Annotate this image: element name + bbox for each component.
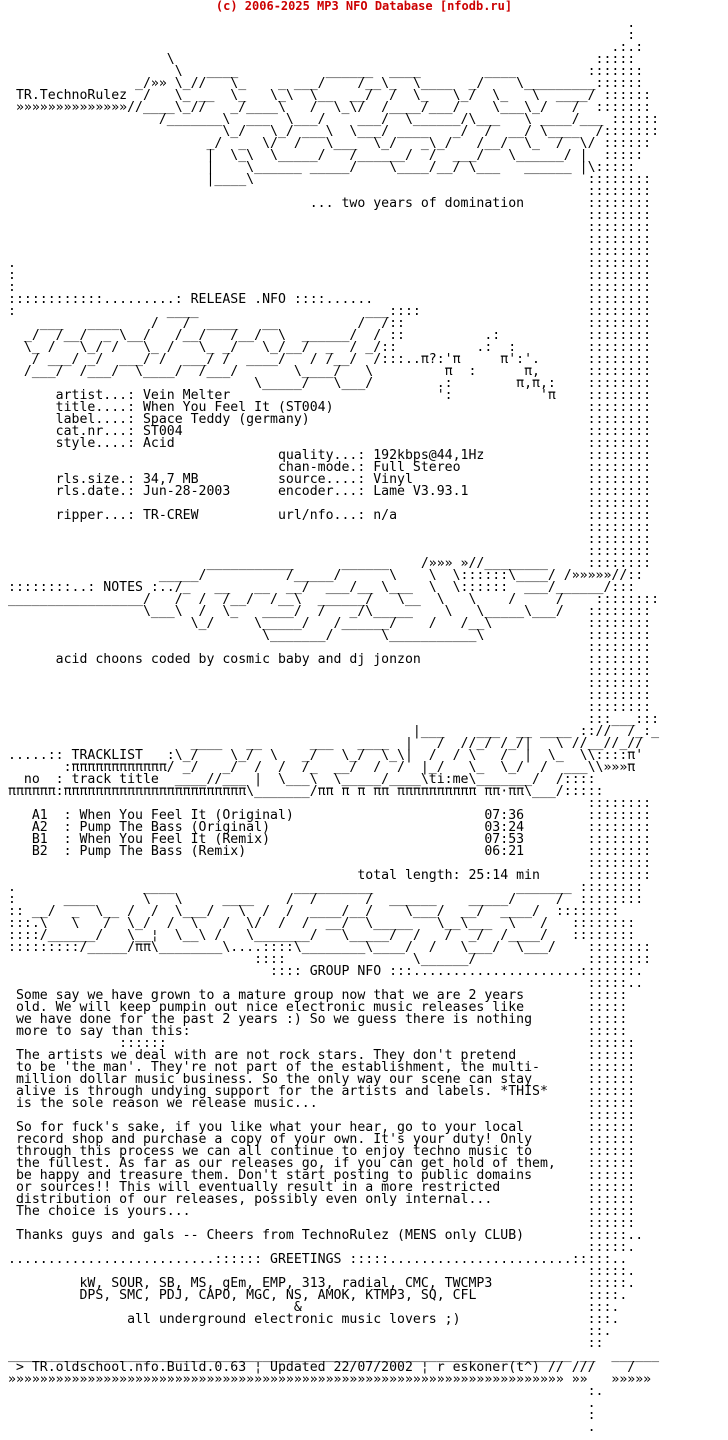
nfo-line: all underground electronic music lovers ;) :::. (8, 1312, 620, 1327)
nfo-line: _/»» \_// \_ _ ___/ /__\_ \____ _/ \_________:::::: (8, 76, 644, 91)
nfo-line: :. (8, 1384, 604, 1399)
nfo-line: :::::: (8, 1216, 636, 1231)
nfo-line: more to say than this: ::::: (8, 1024, 628, 1039)
nfo-line: »»»»»»»»»»»»»»//____\_// _/____\ / \_\/ /____/___/ \___\_/ / ::::::: (8, 100, 652, 115)
nfo-line: :::::.. (8, 976, 644, 991)
nfo-line: \_____/ \___/ .: π,π,: :::::::: (8, 376, 652, 391)
nfo-line: :::::::: (8, 244, 652, 259)
nfo-line: total length: 25:14 min :::::::: (8, 868, 652, 883)
nfo-line: : (8, 28, 636, 43)
nfo-line: . (8, 1420, 596, 1435)
nfo-line: . :::::::: (8, 256, 652, 271)
nfo-line: record shop and purchase a copy of your own. It's your duty! Only :::::: (8, 1132, 636, 1147)
nfo-line: _/ /__/ _ \__/ /__/ /__/ \ ______/ / :: .: :::::::: (8, 328, 652, 343)
nfo-line: _______________________________________________________________________ __ ______ (8, 1348, 660, 1363)
nfo-line: :::::::: (8, 856, 652, 871)
nfo-line: :::::::: (8, 544, 652, 559)
nfo-line: rls.date.: Jun-28-2003 encoder...: Lame V3.93.1 :::::::: (8, 484, 652, 499)
nfo-line: cat.nr...: ST004 :::::::: (8, 424, 652, 439)
nfo-line: ::::/______/ \__¦ \__\ / \_______/ \_____/ / / _/ /____/ :::::::: (8, 928, 636, 943)
nfo-line: : (8, 1408, 596, 1423)
nfo-line: title....: When You Feel It (ST004) :::::::: (8, 400, 652, 415)
nfo-line: ___ ____ / / ____ __ / /:: :::::::: (8, 316, 652, 331)
nfo-line: . (8, 1396, 596, 1411)
nfo-line: So for fuck's sake, if you like what your hear, go to your local :::::: (8, 1120, 636, 1135)
nfo-text (8, 18, 659, 1434)
nfo-line: . ____ __________ _______ :::::::: (8, 880, 644, 895)
nfo-line: The choice is yours... :::::: (8, 1204, 636, 1219)
nfo-line: ripper...: TR-CREW url/nfo...: n/a :::::::: (8, 508, 652, 523)
nfo-line: :::: GROUP NFO :::.....................:::::::. (8, 964, 644, 979)
nfo-line: style....: Acid :::::::: (8, 436, 652, 451)
nfo-line: :::::::: (8, 796, 652, 811)
nfo-line: \_/ \_____/ /______/ / /__\ :::::::: (8, 616, 652, 631)
nfo-line: \_/ \_/ ___\ \___/ ____ _/ / __/ \____ /::::::: (8, 124, 660, 139)
nfo-line: :::::::: (8, 664, 652, 679)
nfo-line: B2 : Pump The Bass (Remix) 06:21 :::::::: (8, 844, 652, 859)
nfo-line: .....:: TRACKLIST :\_/ \_/ \ _/ \_/ \_\| / / \ / | \_ \\::::π' (8, 748, 644, 763)
nfo-line: /___/ /___/ \____/ /___/ \____/ \ π : π, :::::::: (8, 364, 652, 379)
nfo-line: B1 : When You Feel It (Remix) 07:53 :::::::: (8, 832, 652, 847)
nfo-line: /_______\ ___ \___/ ___/ \______/\___ \ ____/___ :::::: (8, 112, 660, 127)
nfo-line: |____\ :::::::: (8, 172, 652, 187)
nfo-line: :::::::: (8, 688, 652, 703)
nfo-line: no : track title ____//___ | \___\ \_____/____\ti:me\_______/ /:::: (8, 772, 596, 787)
nfo-line: :::::. (8, 1240, 636, 1255)
nfo-line: : ____ \ \ ____ / / / ______ _____/ / :::::::: (8, 892, 644, 907)
nfo-line: . (8, 16, 636, 31)
nfo-line: be happy and treasure them. Don't start posting to public domains :::::: (8, 1168, 636, 1183)
nfo-line: :::::::: (8, 184, 652, 199)
nfo-line: ..........................:::::: GREETINGS :::::.......................:::::.. (8, 1252, 628, 1267)
nfo-line: :::::::: (8, 208, 652, 223)
nfo-line: |___ ___ __ ____ ::// /_:_ (8, 724, 660, 739)
nfo-line: \ ____ ______ ____ ____ ::::::: (8, 64, 644, 79)
nfo-line: \ ::::: (8, 52, 636, 67)
nfo-line: DPS, SMC, PDJ, CAPO, MGC, NS, AMOK, KTMP3, SQ, CFL ::::. (8, 1288, 628, 1303)
nfo-line: old. We will keep pumpin out nice electronic music releases like ::::: (8, 1000, 628, 1015)
nfo-line: acid choons coded by cosmic baby and dj jonzon :::::::: (8, 652, 652, 667)
nfo-line: :::::::: (8, 520, 652, 535)
nfo-line: the fullest. As far as our releases go, if you can get hold of them, :::::: (8, 1156, 636, 1171)
nfo-line: :::::::: (8, 496, 652, 511)
nfo-line: ::::::::..: NOTES :../_ __ __ __/ ___/__ \___ \ \:::::: ___/______/::: (8, 580, 636, 595)
nfo-line: _/ _ \/ / \___ \_/ _\_/ /__/ \_ / \/ :::::: (8, 136, 652, 151)
nfo-line: \_______/ \___________\ :::::::: (8, 628, 652, 643)
nfo-line: to be 'the man'. They're not part of the establishment, the multi- :::::: (8, 1060, 636, 1075)
nfo-line: A1 : When You Feel It (Original) 07:36 :::::::: (8, 808, 652, 823)
nfo-line: :::::::: (8, 700, 652, 715)
nfo-line: : :::::::: (8, 268, 652, 283)
nfo-line: | \______ _____/ \____/__/ \___ ______ |\::::: (8, 160, 636, 175)
nfo-line: label....: Space Teddy (germany) :::::::: (8, 412, 652, 427)
nfo-line: Thanks guys and gals -- Cheers from TechnoRulez (MENS only CLUB) :::::.. (8, 1228, 644, 1243)
nfo-line: chan-mode.: Full Stereo :::::::: (8, 460, 652, 475)
nfo-line: :::: \______/ :::::::: (8, 952, 652, 967)
nfo-line: »»»»»»»»»»»»»»»»»»»»»»»»»»»»»»»»»»»»»»»»»»»»»»»»»»»»»»»»»»»»»»»»»»»»»» »» »»»»» (8, 1372, 652, 1387)
nfo-line: distribution of our releases, possibly even only internal... :::::: (8, 1192, 636, 1207)
nfo-line: :::.\ \ / \_/ / \ / \/ / / __/ \_____ \__\___ \ / :::::::: (8, 916, 636, 931)
nfo-line: or sources!! This will eventually result in a more restricted :::::: (8, 1180, 636, 1195)
nfo-line: :::::. (8, 1264, 636, 1279)
nfo-line: \_ / \_/ / \_ / \_ _/ \_/__/ _ / _/:: .: : :::::::: (8, 340, 652, 355)
nfo-line: :::::::: (8, 232, 652, 247)
nfo-line: & :::. (8, 1300, 620, 1315)
nfo-line: :::::::::/_____/ππ\________\....::::\________\____/ / \___/ \___/ :::::::: (8, 940, 652, 955)
nfo-line: :: __/ _ \__ / / \___/ \ / / ____/__/ \___/ __/ ____/ :::::::: (8, 904, 620, 919)
nfo-line: :::::::: (8, 220, 652, 235)
nfo-line: :::___::: (8, 712, 660, 727)
copyright-banner: (c) 2006-2025 MP3 NFO Database [nfodb.ru] (215, 0, 513, 13)
nfo-line: TR.TechnoRulez / \_ __ \_ \_\ \__ __/ / \_ \_/ \_ \ ____/ :::::: (8, 88, 652, 103)
nfo-line: : ____ ___:::: :::::::: (8, 304, 652, 319)
nfo-line: / ___/ _/ ___/ / ___/ / ____/ / /__/ /:::..π?:'π π':'. :::::::: (8, 352, 652, 367)
nfo-line: \___\ / \_ ____/ / _/\_____ \ \_____\___/ :::::::: (8, 604, 652, 619)
nfo-line: rls.size.: 34,7 MB source....: Vinyl :::::::: (8, 472, 652, 487)
nfo-line: :::::::: (8, 676, 652, 691)
nfo-line: ___________ ______ /»»» »//________ :::::::: (8, 556, 652, 571)
nfo-line: :::::::: (8, 640, 652, 655)
nfo-line: artist...: Vein Melter ': 'π :::::::: (8, 388, 652, 403)
nfo-line: ::::::::::::.........: RELEASE .NFO ::::...... :::::::: (8, 292, 652, 307)
nfo-line: :::::: (8, 1108, 636, 1123)
nfo-line: quality...: 192kbps@44,1Hz :::::::: (8, 448, 652, 463)
nfo-line: > TR.oldschool.nfo.Build.0.63 ¦ Updated 22/07/2002 ¦ r eskoner(t^) // /// / (8, 1360, 636, 1375)
nfo-line: kW, SOUR, SB, MS, gEm, EMP, 313, radial, CMC, TWCMP3 :::::. (8, 1276, 636, 1291)
nfo-line: :::::::: (8, 532, 652, 547)
nfo-line: is the sole reason we release music... :::::: (8, 1096, 636, 1111)
nfo-line: ... two years of domination :::::::: (8, 196, 652, 211)
nfo-line: .:.: (8, 40, 644, 55)
nfo-line: ____ __ ___ ____ | / //_/ /_/| \ //__//_// (8, 736, 644, 751)
nfo-line: The artists we deal with are not rock stars. They don't pretend :::::: (8, 1048, 636, 1063)
nfo-line: alive is through undying support for the artists and labels. *THIS* :::::: (8, 1084, 636, 1099)
nfo-line: million dollar music business. So the only way our scene can stay :::::: (8, 1072, 636, 1087)
nfo-line: :: (8, 1336, 604, 1351)
nfo-line: we have done for the past 2 years :) So we guess there is nothing ::::: (8, 1012, 628, 1027)
nfo-line: : :::::::: (8, 280, 652, 295)
nfo-line: A2 : Pump The Bass (Original) 03:24 :::::::: (8, 820, 652, 835)
nfo-line: through this process we can all continue to enjoy techno music to :::::: (8, 1144, 636, 1159)
nfo-line: :::::: :::::: (8, 1036, 636, 1051)
nfo-line: Some say we have grown to a mature group now that we are 2 years ::::: (8, 988, 628, 1003)
nfo-line: | \_\ \_____/ /______/ / ___/ \______/ | ::::: (8, 148, 644, 163)
nfo-line: :ππππππππππππ/ _/ _/ / / /_ __/ / / |_/ \_ \_/ / ___\\»»»π (8, 760, 636, 775)
nfo-line: ππππππ:πππππππππππππππππππππππ\_______/ππ π π ππ ππππππππππ ππ·ππ\___/::::: (8, 784, 604, 799)
nfo-line: ::. (8, 1324, 612, 1339)
nfo-line: _____/ /_____/ \ \ \::::::\____/ /»»»»»//:: (8, 568, 644, 583)
nfo-line: _________________/ / / /__/ /__\ ______/ \__ \ \ / / :::::::: (8, 592, 660, 607)
